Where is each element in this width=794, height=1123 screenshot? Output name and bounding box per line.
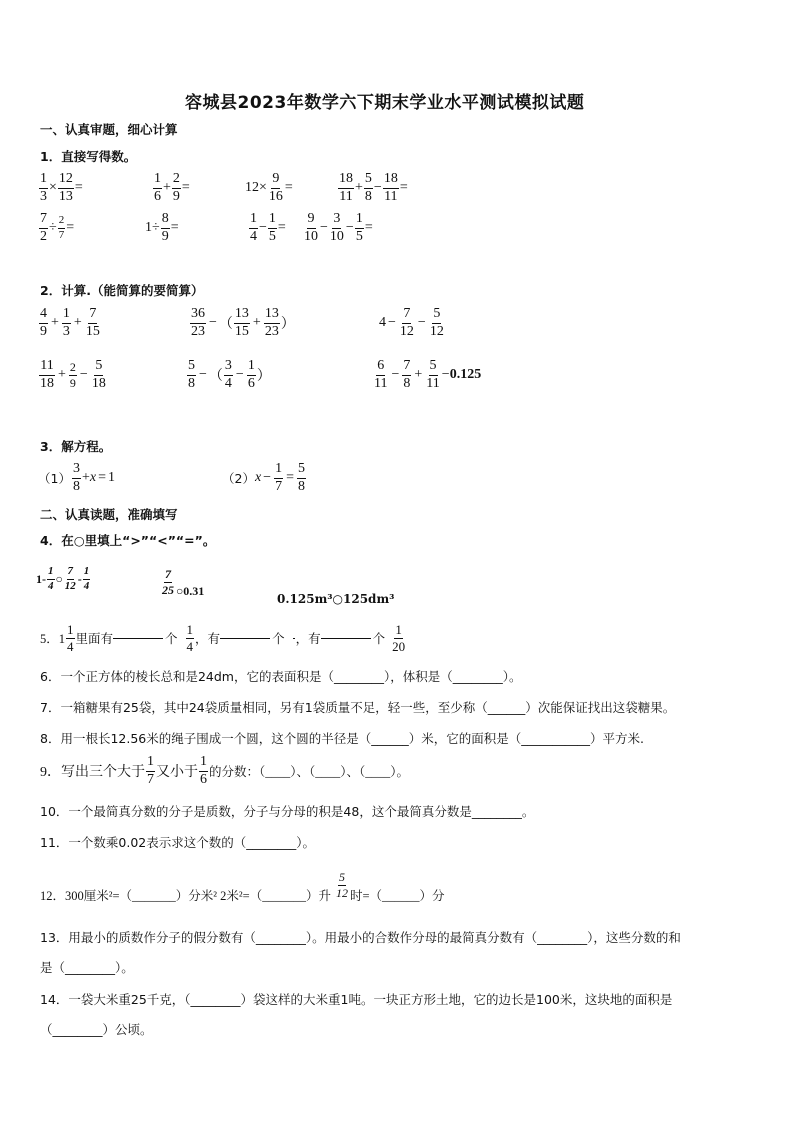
q4-compare-2: 7 25 ○0.31: [162, 567, 205, 598]
q3-equation-1: （1） 3 8 + x = 1: [38, 461, 115, 494]
question-8: 8．用一根长12.56米的绳子围成一个圆，这个圆的半径是（______）米，它的面积是（___________）平方米.: [40, 731, 644, 746]
section-2-heading: 二、认真读题，准确填写: [40, 507, 178, 522]
question-9: 9．写出三个大于 1 7 又小于 1 6 的分数：（____）、（____）、（____）。: [40, 754, 410, 787]
page-title: 容城县2023年数学六下期末学业水平测试模拟试题: [185, 93, 585, 113]
q4-compare-1: 1 - 1 4 ○ 7 12 - 1 4: [36, 565, 90, 592]
question-14-line-1: 14．一袋大米重25千克，（________）袋这样的大米重1吨。一块正方形土地，它的边长是100米，这块地的面积是: [40, 992, 673, 1007]
q4-compare-3: 0.125m³○125dm³: [277, 592, 395, 606]
q2-expr-3: 4 − $\frac{7}{12}$ − $\frac{5}{12}$: [379, 306, 444, 339]
q1-expr-2: 1 6 + $\frac{2}{9}$ =: [154, 171, 190, 204]
q1-expr-1: $\frac{1}{3}$ × $\frac{12}{13}$ =: [40, 171, 83, 204]
q2-expr-6: 6 11 − $\frac{7}{8}$ + $\frac{5}{11}$ − 0.125: [374, 358, 482, 391]
q1-expr-4: 18 11 + $\frac{5}{8}$ − $\frac{18}{11}$ =: [339, 171, 408, 204]
q2-expr-5: 5 8 − （ 3 4 − $\frac{1}{6}$ ）: [188, 358, 271, 391]
q1-expr-5: $\frac{7}{2}$ ÷ $\frac{2}{7}$ =: [40, 211, 75, 244]
question-13-line-1: 13．用最小的质数作分子的假分数有（________）。用最小的合数作分母的最简真分数有（________），这些分数的和: [40, 930, 681, 945]
question-1-label: 1．直接写得数。: [40, 149, 137, 164]
question-3-label: 3．解方程。: [40, 439, 112, 454]
question-10: 10．一个最简真分数的分子是质数，分子与分母的积是48，这个最简真分数是________。: [40, 804, 535, 819]
question-6: 6．一个正方体的棱长总和是24dm，它的表面积是（________），体积是（________）。: [40, 669, 522, 684]
q1-expr-8: 9 10 − $\frac{3}{10}$ − $\frac{1}{5}$ =: [304, 211, 373, 244]
q1-expr-3: 12 × $\frac{9}{16}$ =: [245, 171, 293, 204]
q1-expr-7: 1 4 − $\frac{1}{5}$ =: [250, 211, 286, 244]
question-11: 11．一个数乘0.02表示求这个数的（________）。: [40, 835, 315, 850]
question-7: 7．一箱糖果有25袋，其中24袋质量相同，另有1袋质量不足，轻一些，至少称（______）次能保证找出这袋糖果。: [40, 700, 676, 715]
question-2-label: 2．计算.（能简算的要简算）: [40, 283, 204, 298]
q3-equation-2: （2） x − $\frac{1}{7}$ = $\frac{5}{8}$: [222, 461, 305, 494]
question-4-label: 4．在○里填上“>”“<”“=”。: [40, 533, 216, 548]
q2-expr-4: 11 18 + $\frac{2}{9}$ − $\frac{5}{18}$: [40, 358, 106, 391]
question-14-line-2: （________）公顷。: [40, 1022, 153, 1037]
q2-expr-2: 36 23 − （ 13 15 + $\frac{13}{23}$ ）: [191, 306, 295, 339]
question-5: 5．1 1 4 里面有 个 1 4 ，有 个 ，有 个 1 20: [40, 622, 406, 654]
section-1-heading: 一、认真审题，细心计算: [40, 122, 178, 137]
question-12: 12．300厘米²=（_______）分米² 2米²=（_______）升 5 12 时=（______）分: [40, 869, 445, 903]
q1-expr-6: 1 ÷ $\frac{8}{9}$ =: [145, 211, 179, 244]
question-13-line-2: 是（________）。: [40, 960, 134, 975]
q2-expr-1: 4 9 + $\frac{1}{3}$ + $\frac{7}{15}$: [40, 306, 100, 339]
